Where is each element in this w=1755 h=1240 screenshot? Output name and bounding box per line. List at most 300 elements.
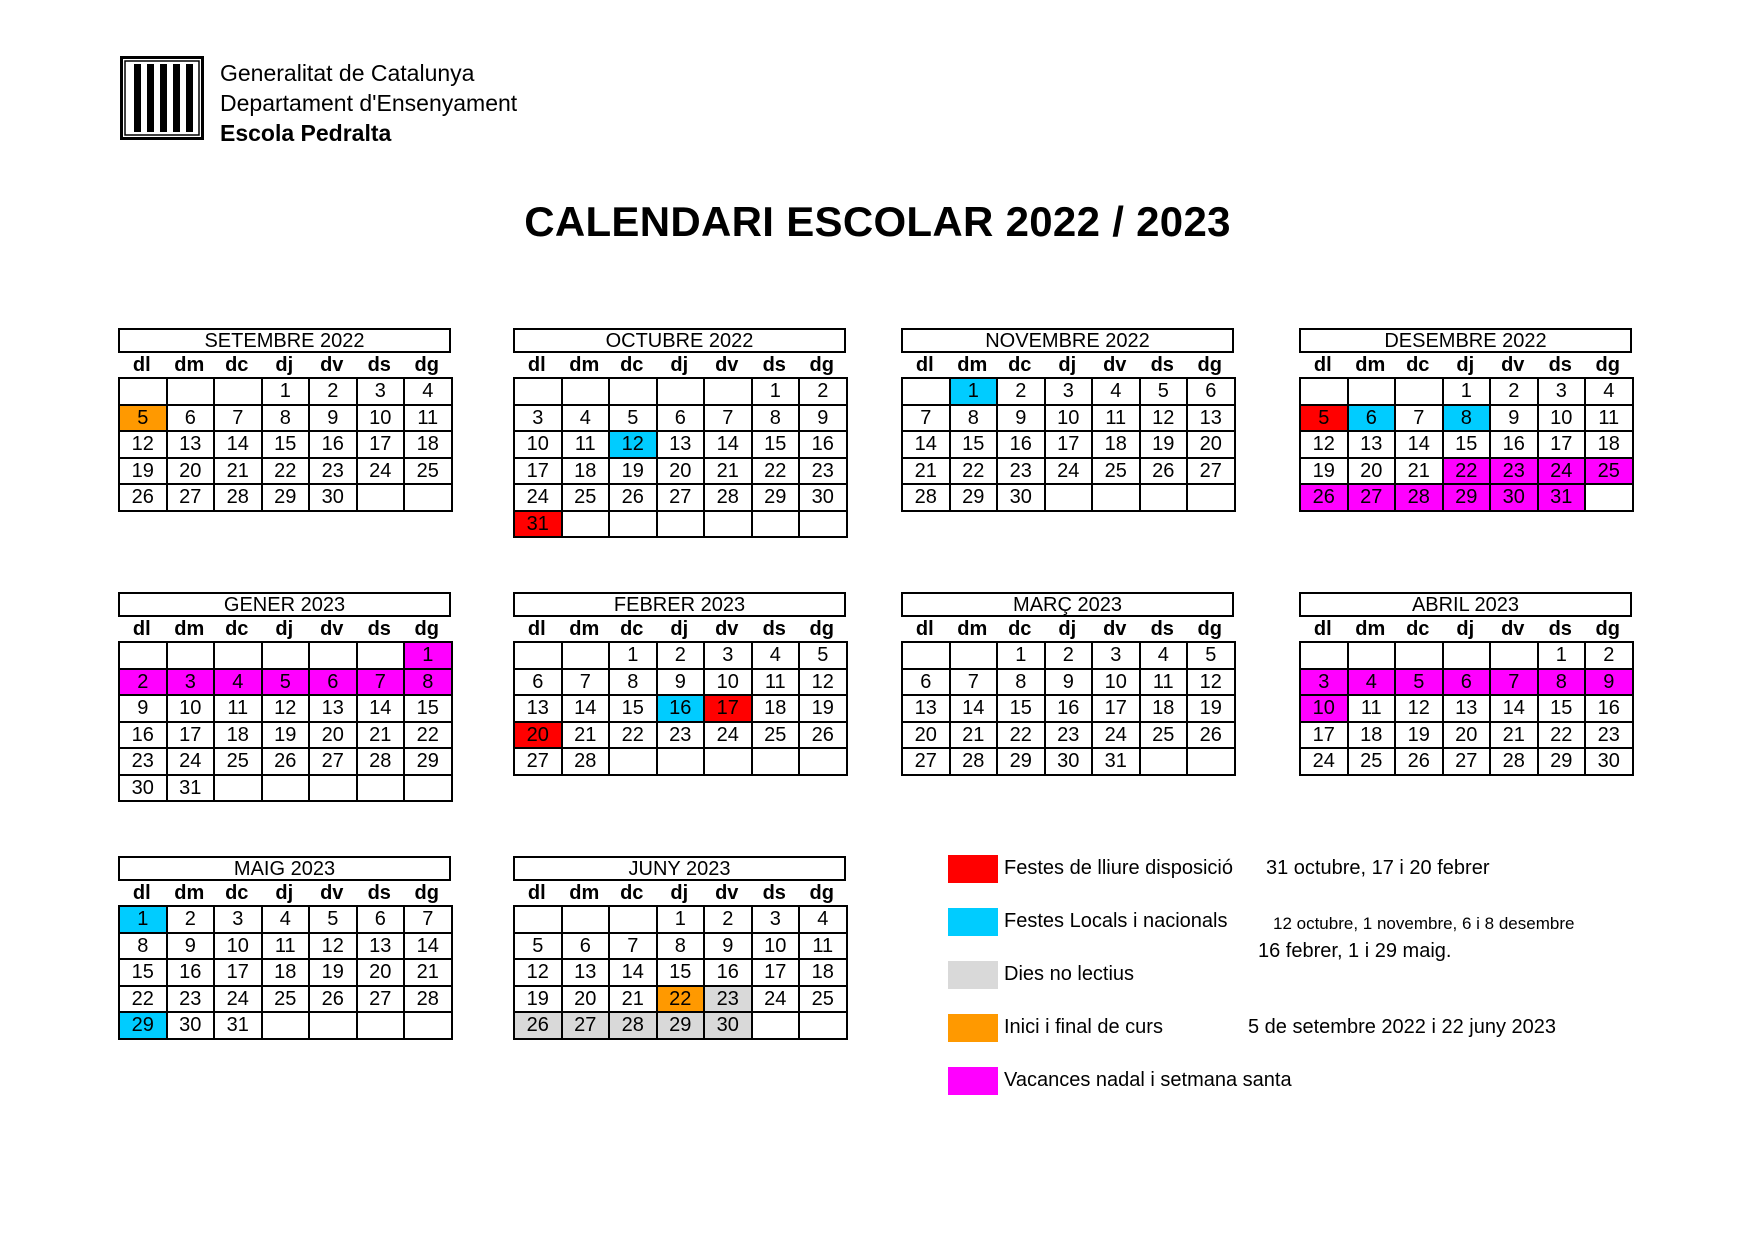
organization-name xyxy=(220,58,517,148)
day-cell: 2 xyxy=(1046,643,1094,670)
day-cell: 23 xyxy=(800,459,848,486)
month-name: SETEMBRE 2022 xyxy=(118,328,451,353)
day-cell: 21 xyxy=(610,987,658,1014)
day-cell: 22 xyxy=(658,987,706,1014)
day-cell: 31 xyxy=(515,512,563,539)
weekday-label: dm xyxy=(1355,618,1386,640)
day-cell: 5 xyxy=(1188,643,1236,670)
empty-cell xyxy=(903,379,951,406)
day-cell: 11 xyxy=(1141,670,1189,697)
day-cell: 26 xyxy=(610,485,658,512)
day-cell: 30 xyxy=(168,1013,216,1040)
weekday-label: dj xyxy=(670,618,689,640)
weekday-header xyxy=(118,617,451,641)
day-cell: 18 xyxy=(1586,432,1634,459)
day-cell: 9 xyxy=(1046,670,1094,697)
weekday-label: dv xyxy=(1501,354,1525,376)
day-cell: 9 xyxy=(800,406,848,433)
weekday-label: dm xyxy=(174,354,205,376)
day-cell: 12 xyxy=(800,670,848,697)
day-cell: 20 xyxy=(563,987,611,1014)
day-cell: 2 xyxy=(310,379,358,406)
empty-cell xyxy=(263,1013,311,1040)
day-cell: 20 xyxy=(1444,723,1492,750)
day-cell: 27 xyxy=(1188,459,1236,486)
day-cell: 11 xyxy=(800,934,848,961)
weekday-header xyxy=(1299,353,1632,377)
weekday-label: dc xyxy=(1008,618,1032,640)
empty-cell xyxy=(310,1013,358,1040)
day-cell: 8 xyxy=(1539,670,1587,697)
day-cell: 24 xyxy=(358,459,406,486)
empty-cell xyxy=(658,512,706,539)
weekday-label: ds xyxy=(1150,618,1174,640)
empty-cell xyxy=(658,379,706,406)
legend-swatch xyxy=(948,961,998,989)
month-calendar xyxy=(118,592,451,802)
month-calendar xyxy=(513,592,846,776)
day-cell: 21 xyxy=(1396,459,1444,486)
day-cell: 6 xyxy=(168,406,216,433)
empty-cell xyxy=(1396,643,1444,670)
day-cell: 9 xyxy=(168,934,216,961)
day-cell: 2 xyxy=(1586,643,1634,670)
day-cell: 22 xyxy=(998,723,1046,750)
empty-cell xyxy=(1444,643,1492,670)
weekday-label: dj xyxy=(670,354,689,376)
day-cell: 24 xyxy=(705,723,753,750)
day-cell: 21 xyxy=(903,459,951,486)
day-cell: 28 xyxy=(951,749,999,776)
day-cell: 7 xyxy=(1396,406,1444,433)
empty-cell xyxy=(120,379,168,406)
day-cell: 11 xyxy=(1349,696,1397,723)
page-title: CALENDARI ESCOLAR 2022 / 2023 xyxy=(524,198,1231,245)
day-cell: 14 xyxy=(563,696,611,723)
weekday-label: dj xyxy=(1456,618,1475,640)
day-cell: 28 xyxy=(610,1013,658,1040)
day-cell: 19 xyxy=(515,987,563,1014)
day-cell: 10 xyxy=(1093,670,1141,697)
weekday-label: dc xyxy=(225,882,249,904)
weekday-label: dc xyxy=(225,354,249,376)
weekday-label: dg xyxy=(1595,618,1620,640)
day-cell: 18 xyxy=(405,432,453,459)
empty-cell xyxy=(610,749,658,776)
day-cell: 10 xyxy=(168,696,216,723)
day-cell: 15 xyxy=(951,432,999,459)
day-cell: 1 xyxy=(951,379,999,406)
day-cell: 9 xyxy=(705,934,753,961)
month-name: OCTUBRE 2022 xyxy=(513,328,846,353)
day-cell: 20 xyxy=(310,723,358,750)
day-cell: 29 xyxy=(753,485,801,512)
day-cell: 22 xyxy=(951,459,999,486)
month-name: DESEMBRE 2022 xyxy=(1299,328,1632,353)
weekday-label: dm xyxy=(174,882,205,904)
weekday-label: dj xyxy=(1058,618,1077,640)
weekday-label: dm xyxy=(569,618,600,640)
day-cell: 15 xyxy=(120,960,168,987)
day-cell: 8 xyxy=(998,670,1046,697)
day-cell: 12 xyxy=(1188,670,1236,697)
weekday-label: dm xyxy=(174,618,205,640)
day-cell: 3 xyxy=(1539,379,1587,406)
day-cell: 21 xyxy=(405,960,453,987)
day-cell: 17 xyxy=(1093,696,1141,723)
day-cell: 9 xyxy=(1491,406,1539,433)
day-cell: 9 xyxy=(310,406,358,433)
day-cell: 24 xyxy=(515,485,563,512)
empty-cell xyxy=(1188,485,1236,512)
empty-cell xyxy=(358,643,406,670)
month-name: NOVEMBRE 2022 xyxy=(901,328,1234,353)
day-cell: 25 xyxy=(753,723,801,750)
day-cell: 19 xyxy=(800,696,848,723)
day-cell: 17 xyxy=(705,696,753,723)
org-line-department: Departament d'Ensenyament xyxy=(220,90,518,116)
day-cell: 28 xyxy=(358,749,406,776)
empty-cell xyxy=(405,485,453,512)
weekday-label: dl xyxy=(527,354,546,376)
weekday-label: ds xyxy=(367,882,391,904)
empty-cell xyxy=(903,643,951,670)
day-cell: 30 xyxy=(1491,485,1539,512)
day-cell: 18 xyxy=(1141,696,1189,723)
day-cell: 12 xyxy=(1301,432,1349,459)
day-cell: 1 xyxy=(120,907,168,934)
empty-cell xyxy=(1349,379,1397,406)
day-cell: 1 xyxy=(263,379,311,406)
day-cell: 21 xyxy=(951,723,999,750)
day-cell: 1 xyxy=(405,643,453,670)
day-cell: 20 xyxy=(168,459,216,486)
empty-cell xyxy=(1491,643,1539,670)
day-cell: 10 xyxy=(1301,696,1349,723)
day-grid xyxy=(1299,377,1634,512)
day-grid xyxy=(118,905,453,1040)
day-cell: 12 xyxy=(263,696,311,723)
weekday-label: dj xyxy=(1058,354,1077,376)
weekday-label: ds xyxy=(762,618,786,640)
day-cell: 26 xyxy=(1188,723,1236,750)
weekday-label: dv xyxy=(1103,618,1127,640)
weekday-label: dg xyxy=(1197,618,1222,640)
day-cell: 26 xyxy=(263,749,311,776)
day-cell: 21 xyxy=(215,459,263,486)
day-cell: 27 xyxy=(358,987,406,1014)
legend-swatch xyxy=(948,1067,998,1095)
day-cell: 14 xyxy=(215,432,263,459)
school-name: Escola Pedralta xyxy=(220,120,392,146)
day-cell: 12 xyxy=(120,432,168,459)
empty-cell xyxy=(753,1013,801,1040)
weekday-label: dg xyxy=(414,354,439,376)
day-cell: 16 xyxy=(705,960,753,987)
month-name: MAIG 2023 xyxy=(118,856,451,881)
empty-cell xyxy=(658,749,706,776)
day-cell: 4 xyxy=(1141,643,1189,670)
day-cell: 5 xyxy=(1141,379,1189,406)
weekday-label: dj xyxy=(275,618,294,640)
day-cell: 27 xyxy=(903,749,951,776)
empty-cell xyxy=(753,749,801,776)
weekday-label: dj xyxy=(670,882,689,904)
day-cell: 9 xyxy=(998,406,1046,433)
day-cell: 24 xyxy=(168,749,216,776)
legend-label: Dies no lectius xyxy=(1004,963,1135,985)
weekday-label: dv xyxy=(1501,618,1525,640)
empty-cell xyxy=(1188,749,1236,776)
day-cell: 25 xyxy=(405,459,453,486)
legend-label: Vacances nadal i setmana santa xyxy=(1004,1069,1292,1091)
weekday-label: dg xyxy=(809,354,834,376)
day-cell: 28 xyxy=(1491,749,1539,776)
day-cell: 4 xyxy=(753,643,801,670)
day-cell: 7 xyxy=(358,670,406,697)
day-cell: 19 xyxy=(1188,696,1236,723)
day-cell: 3 xyxy=(215,907,263,934)
legend-dates: 16 febrer, 1 i 29 maig. xyxy=(1258,940,1452,962)
empty-cell xyxy=(1301,643,1349,670)
day-cell: 13 xyxy=(1349,432,1397,459)
day-cell: 4 xyxy=(1093,379,1141,406)
day-cell: 12 xyxy=(1141,406,1189,433)
day-cell: 4 xyxy=(405,379,453,406)
day-cell: 13 xyxy=(515,696,563,723)
day-cell: 31 xyxy=(215,1013,263,1040)
day-cell: 19 xyxy=(1396,723,1444,750)
legend-dates: 31 octubre, 17 i 20 febrer xyxy=(1266,857,1490,879)
day-cell: 1 xyxy=(658,907,706,934)
day-cell: 12 xyxy=(515,960,563,987)
weekday-label: ds xyxy=(762,882,786,904)
day-cell: 28 xyxy=(215,485,263,512)
weekday-label: dc xyxy=(1008,354,1032,376)
empty-cell xyxy=(610,907,658,934)
weekday-label: ds xyxy=(1548,618,1572,640)
weekday-label: dc xyxy=(1406,618,1430,640)
day-cell: 30 xyxy=(1046,749,1094,776)
day-cell: 13 xyxy=(1444,696,1492,723)
day-cell: 5 xyxy=(120,406,168,433)
empty-cell xyxy=(215,776,263,803)
day-cell: 29 xyxy=(405,749,453,776)
day-cell: 22 xyxy=(405,723,453,750)
weekday-label: dv xyxy=(715,354,739,376)
empty-cell xyxy=(1396,379,1444,406)
day-cell: 3 xyxy=(1046,379,1094,406)
day-cell: 4 xyxy=(263,907,311,934)
day-cell: 17 xyxy=(1046,432,1094,459)
day-cell: 8 xyxy=(753,406,801,433)
day-cell: 7 xyxy=(951,670,999,697)
empty-cell xyxy=(705,749,753,776)
day-cell: 12 xyxy=(310,934,358,961)
day-cell: 30 xyxy=(120,776,168,803)
weekday-label: dg xyxy=(1595,354,1620,376)
day-cell: 21 xyxy=(358,723,406,750)
day-cell: 4 xyxy=(800,907,848,934)
day-cell: 29 xyxy=(1539,749,1587,776)
day-cell: 8 xyxy=(263,406,311,433)
day-cell: 22 xyxy=(1539,723,1587,750)
day-cell: 18 xyxy=(563,459,611,486)
month-name: FEBRER 2023 xyxy=(513,592,846,617)
day-cell: 16 xyxy=(800,432,848,459)
weekday-label: dc xyxy=(620,618,644,640)
day-cell: 31 xyxy=(168,776,216,803)
day-cell: 31 xyxy=(1539,485,1587,512)
org-line-generalitat: Generalitat de Catalunya xyxy=(220,60,475,86)
weekday-label: dv xyxy=(320,618,344,640)
day-cell: 10 xyxy=(358,406,406,433)
day-cell: 14 xyxy=(903,432,951,459)
day-cell: 5 xyxy=(263,670,311,697)
day-cell: 15 xyxy=(263,432,311,459)
empty-cell xyxy=(515,379,563,406)
day-cell: 29 xyxy=(1444,485,1492,512)
empty-cell xyxy=(610,379,658,406)
day-cell: 20 xyxy=(515,723,563,750)
day-cell: 3 xyxy=(515,406,563,433)
day-cell: 29 xyxy=(998,749,1046,776)
empty-cell xyxy=(1586,485,1634,512)
day-cell: 27 xyxy=(658,485,706,512)
day-cell: 23 xyxy=(705,987,753,1014)
legend-swatch xyxy=(948,908,998,936)
day-cell: 5 xyxy=(800,643,848,670)
day-cell: 6 xyxy=(563,934,611,961)
day-cell: 22 xyxy=(753,459,801,486)
day-cell: 7 xyxy=(1491,670,1539,697)
day-grid xyxy=(118,641,453,802)
day-cell: 27 xyxy=(310,749,358,776)
day-cell: 15 xyxy=(1444,432,1492,459)
day-cell: 26 xyxy=(1141,459,1189,486)
weekday-label: dl xyxy=(527,618,546,640)
day-cell: 26 xyxy=(1301,485,1349,512)
day-cell: 18 xyxy=(1093,432,1141,459)
day-cell: 26 xyxy=(310,987,358,1014)
day-cell: 17 xyxy=(515,459,563,486)
day-cell: 8 xyxy=(951,406,999,433)
day-cell: 25 xyxy=(1141,723,1189,750)
day-cell: 7 xyxy=(610,934,658,961)
weekday-label: ds xyxy=(367,354,391,376)
day-cell: 16 xyxy=(310,432,358,459)
month-calendar xyxy=(901,592,1234,776)
day-cell: 16 xyxy=(1586,696,1634,723)
empty-cell xyxy=(405,776,453,803)
day-grid xyxy=(901,377,1236,512)
day-cell: 29 xyxy=(658,1013,706,1040)
day-cell: 27 xyxy=(515,749,563,776)
day-cell: 18 xyxy=(753,696,801,723)
day-cell: 5 xyxy=(1396,670,1444,697)
day-cell: 29 xyxy=(263,485,311,512)
empty-cell xyxy=(515,907,563,934)
empty-cell xyxy=(800,749,848,776)
weekday-label: dv xyxy=(1103,354,1127,376)
weekday-label: dl xyxy=(1313,618,1332,640)
empty-cell xyxy=(1046,485,1094,512)
day-cell: 17 xyxy=(753,960,801,987)
weekday-label: dg xyxy=(809,618,834,640)
day-cell: 2 xyxy=(658,643,706,670)
day-cell: 18 xyxy=(215,723,263,750)
empty-cell xyxy=(800,1013,848,1040)
day-cell: 11 xyxy=(215,696,263,723)
day-cell: 8 xyxy=(1444,406,1492,433)
day-cell: 27 xyxy=(563,1013,611,1040)
day-cell: 19 xyxy=(310,960,358,987)
weekday-label: dj xyxy=(1456,354,1475,376)
day-cell: 13 xyxy=(310,696,358,723)
day-cell: 26 xyxy=(515,1013,563,1040)
day-cell: 24 xyxy=(753,987,801,1014)
day-cell: 7 xyxy=(903,406,951,433)
day-cell: 10 xyxy=(1539,406,1587,433)
empty-cell xyxy=(358,1013,406,1040)
empty-cell xyxy=(358,776,406,803)
day-cell: 14 xyxy=(1396,432,1444,459)
empty-cell xyxy=(563,643,611,670)
day-cell: 2 xyxy=(168,907,216,934)
weekday-header xyxy=(901,617,1234,641)
weekday-header xyxy=(1299,617,1632,641)
legend-label: Festes Locals i nacionals xyxy=(1004,910,1228,932)
legend-item xyxy=(948,855,1748,895)
day-cell: 18 xyxy=(1349,723,1397,750)
day-cell: 13 xyxy=(903,696,951,723)
day-cell: 2 xyxy=(120,670,168,697)
day-grid xyxy=(513,377,848,538)
day-cell: 8 xyxy=(120,934,168,961)
day-cell: 11 xyxy=(563,432,611,459)
empty-cell xyxy=(800,512,848,539)
day-cell: 5 xyxy=(310,907,358,934)
empty-cell xyxy=(263,643,311,670)
day-cell: 22 xyxy=(1444,459,1492,486)
empty-cell xyxy=(120,643,168,670)
day-cell: 27 xyxy=(1349,485,1397,512)
empty-cell xyxy=(563,907,611,934)
day-cell: 23 xyxy=(120,749,168,776)
day-cell: 20 xyxy=(358,960,406,987)
weekday-label: dm xyxy=(1355,354,1386,376)
day-cell: 5 xyxy=(515,934,563,961)
day-cell: 13 xyxy=(358,934,406,961)
empty-cell xyxy=(405,1013,453,1040)
weekday-label: dc xyxy=(620,354,644,376)
day-cell: 20 xyxy=(1349,459,1397,486)
day-cell: 3 xyxy=(358,379,406,406)
weekday-header xyxy=(118,881,451,905)
day-cell: 20 xyxy=(903,723,951,750)
day-cell: 5 xyxy=(1301,406,1349,433)
legend-item xyxy=(948,961,1748,1001)
day-cell: 14 xyxy=(705,432,753,459)
day-cell: 23 xyxy=(1491,459,1539,486)
day-cell: 25 xyxy=(563,485,611,512)
day-cell: 16 xyxy=(120,723,168,750)
day-cell: 10 xyxy=(515,432,563,459)
weekday-label: dj xyxy=(275,882,294,904)
empty-cell xyxy=(1141,485,1189,512)
day-cell: 10 xyxy=(753,934,801,961)
empty-cell xyxy=(1301,379,1349,406)
